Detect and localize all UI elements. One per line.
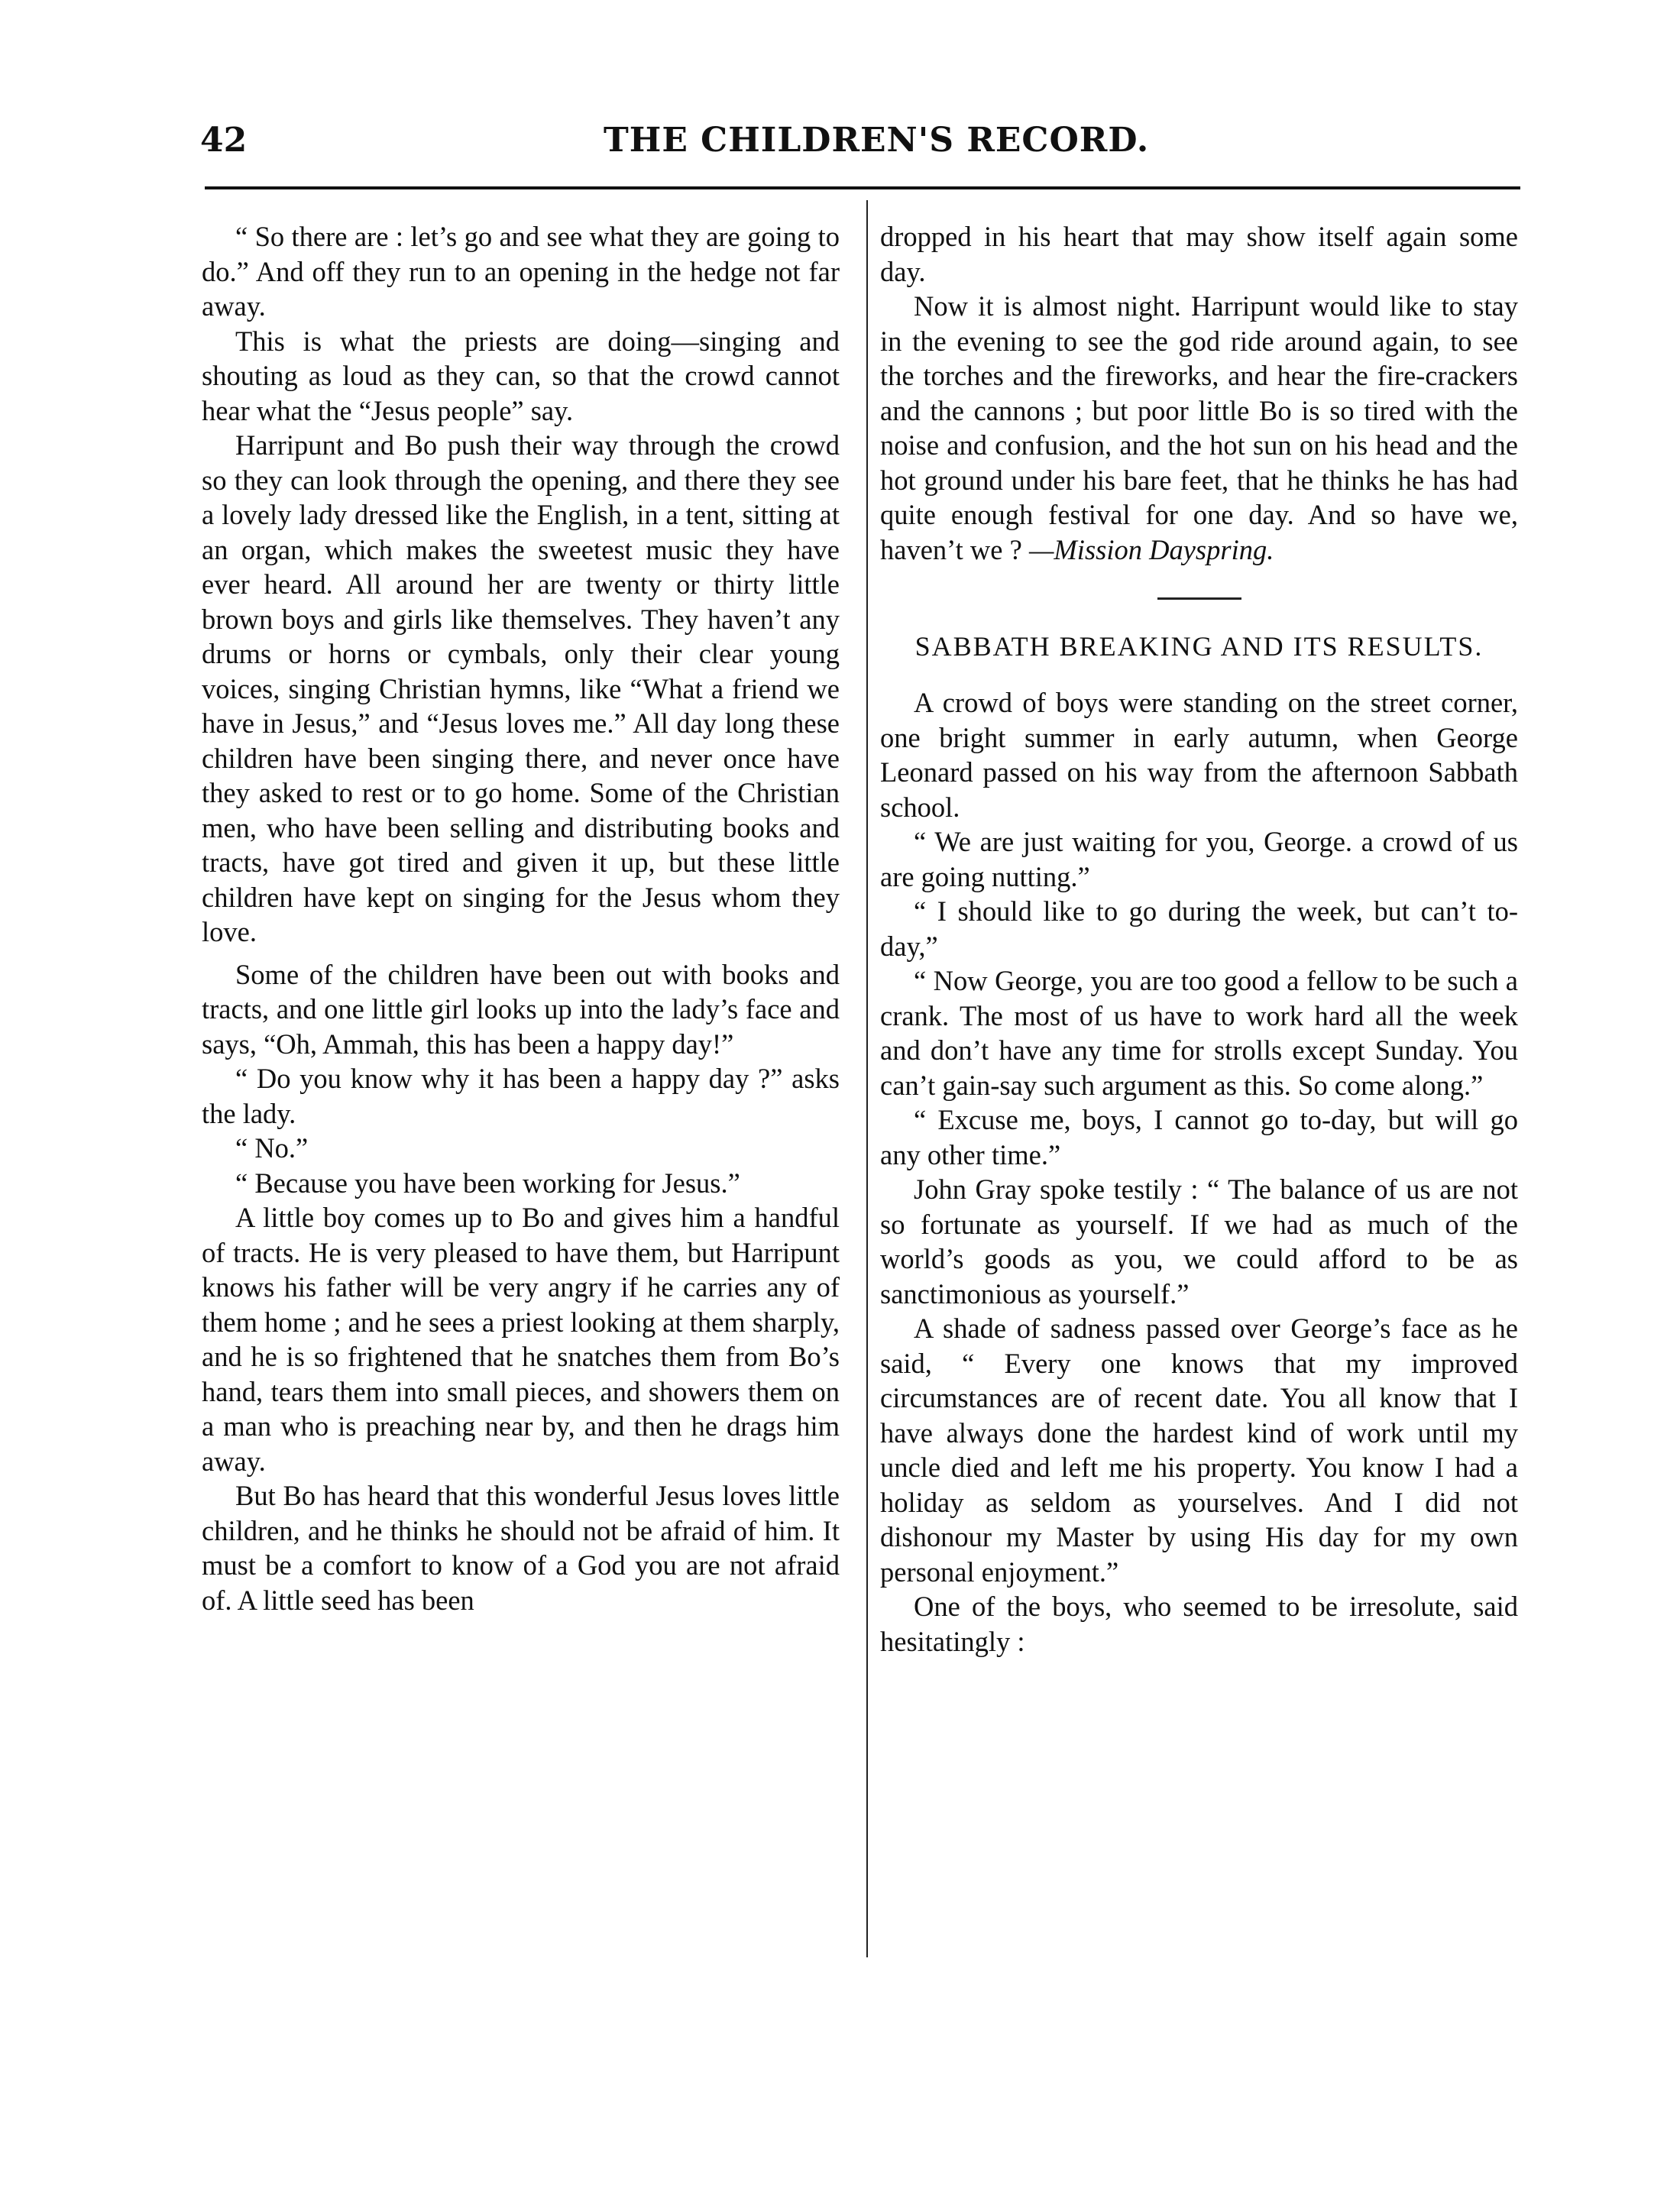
paragraph: “ We are just waiting for you, George. a crowd of us are going nutting.” — [880, 826, 1518, 892]
paragraph: John Gray spoke testily : “ The balance of us are not so fortunate as yourself. If we had as much of the world’s goods as you, we could afford to be as sanctimonious as yourself.” — [880, 1173, 1518, 1309]
paragraph: A shade of sadness passed over George’s face as he said, “ Every one knows that my improved circumstances are of recent date. You all know that I have always done the hardest kind of work until my uncle died and left me his property. You know I had a holiday as seldom as yourselves. And I did not dishonour my Master by using His day for my own personal enjoyment.” — [880, 1313, 1518, 1588]
section-heading: SABBATH BREAKING AND ITS RESULTS. — [914, 631, 1484, 662]
paragraph: Some of the children have been out with books and tracts, and one little girl looks up into the lady’s face and says, “Oh, Ammah, this has been a happy day!” — [202, 958, 840, 1060]
column-divider — [866, 200, 868, 1957]
paragraph: A little boy comes up to Bo and gives him a handful of tracts. He is very pleased to have them, but Harripunt knows his father will be very angry if he carries any of them home ; and he sees a priest looking at them sharply, and he is so frightened that he snatches them from Bo’s hand, tears them into small pieces, and showers them on a man who is preaching near by, and then he drags him away. — [202, 1202, 840, 1477]
paragraph: “ Excuse me, boys, I cannot go to-day, but will go any other time.” — [880, 1104, 1518, 1170]
paragraph-text: Now it is almost night. Harripunt would like to stay in the evening to see the god ride around again, to see the torches and the fireworks, and hear the fire-crackers and the cannons ; but poor little Bo is so tired with the noise and confusion, and the hot sun on his head and the hot ground under his bare feet, that he thinks he has had quite enough festival for one day. And so have we, haven’t we ? — [880, 290, 1518, 565]
paragraph: Harripunt and Bo push their way through the crowd so they can look through the opening, and there they see a lovely lady dressed like the English, in a tent, sitting at an organ, which makes the sweetest music they have ever heard. All around her are twenty or thirty little brown boys and girls like themselves. They haven’t any drums or horns or cymbals, only their clear young voices, singing Christian hymns, like “What a friend we have in Jesus,” and “Jesus loves me.” All day long these children have been singing there, and never once have they asked to rest or to go home. Some of the Christian men, who have been selling and distributing books and tracts, have got tired and given it up, but these little children have kept on singing for the Jesus whom they love. — [202, 429, 840, 947]
paragraph: A crowd of boys were standing on the street corner, one bright summer in early autumn, when George Leonard passed on his way from the afternoon Sabbath school. — [880, 687, 1518, 823]
continued-paragraph: dropped in his heart that may show itself again some day. — [880, 221, 1518, 287]
paragraph: “ Now George, you are too good a fellow to be such a crank. The most of us have to work hard all the week and don’t have any time for strolls except Sunday. You can’t gain-say such argument as this. So come along.” — [880, 965, 1518, 1101]
paragraph: “ Because you have been working for Jesus.” — [235, 1167, 740, 1199]
paragraph: “ I should like to go during the week, but can’t to-day,” — [880, 895, 1518, 962]
paragraph: One of the boys, who seemed to be irresolute, said hesitatingly : — [880, 1591, 1518, 1657]
right-column — [880, 219, 1518, 1659]
left-column — [202, 219, 840, 1617]
page-number: 42 — [200, 121, 248, 160]
paragraph: But Bo has heard that this wonderful Jesus loves little children, and he thinks he should not be afraid of him. It must be a comfort to know of a God you are not afraid of. A little seed has been — [202, 1480, 840, 1616]
section-divider — [1157, 597, 1241, 600]
paragraph: This is what the priests are doing—singing and shouting as loud as they can, so that the crowd cannot hear what the “Jesus people” say. — [202, 325, 840, 426]
attribution: —Mission Dayspring. — [1028, 533, 1274, 565]
header-rule — [205, 186, 1520, 189]
running-title: THE CHILDREN'S RECORD. — [604, 121, 1150, 160]
paragraph — [880, 289, 1518, 567]
paragraph: “ No.” — [235, 1132, 309, 1164]
paragraph: “ Do you know why it has been a happy day ?” asks the lady. — [202, 1063, 840, 1129]
paragraph: “ So there are : let’s go and see what they are going to do.” And off they run to an opening in the hedge not far away. — [202, 221, 840, 322]
